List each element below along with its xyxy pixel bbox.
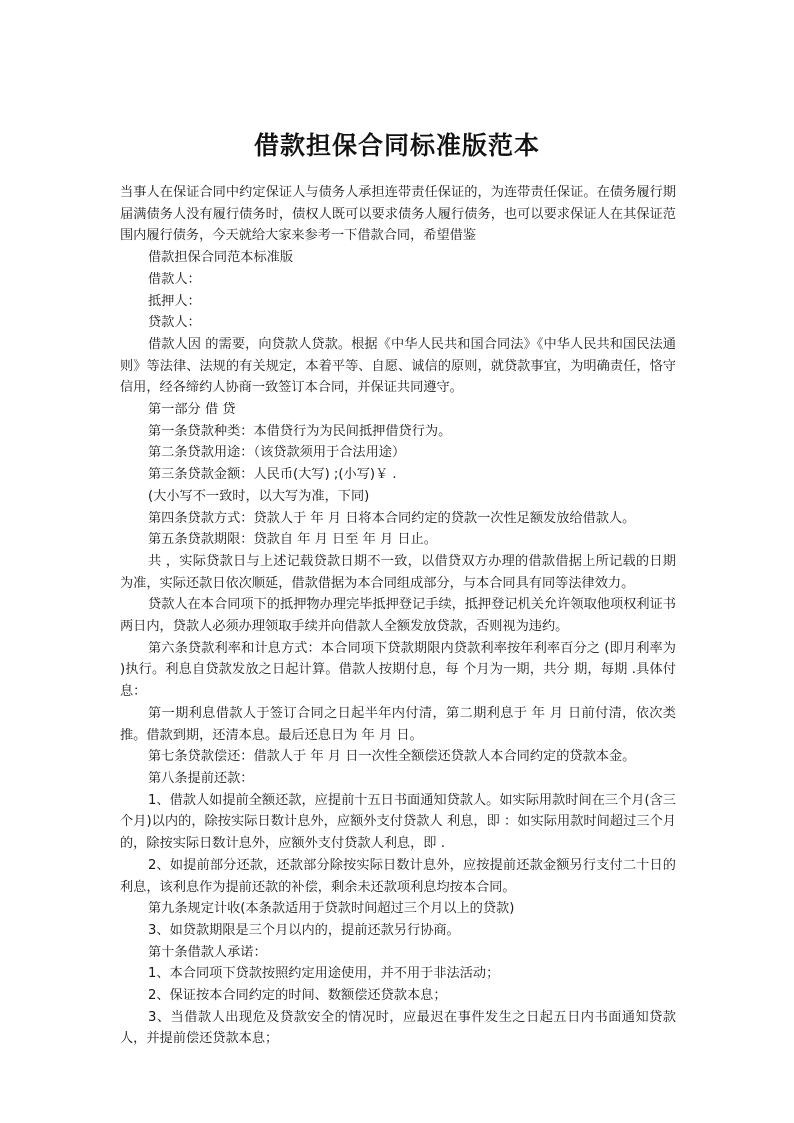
paragraph: 第六条贷款利率和计息方式：本合同项下贷款期限内贷款利率按年利率百分之 (即月利率为 )执行。利息自贷款发放之日起计算。借款人按期付息，每 个月为一期，共分 期，每期 .具体付息： <box>120 640 676 700</box>
paragraph: 1、本合同项下贷款按照约定用途使用，并不用于非法活动； <box>148 966 500 982</box>
paragraph: 借款担保合同范本标准版 <box>148 250 294 266</box>
paragraph: 3、当借款人出现危及贷款安全的情况时，应最迟在事件发生之日起五日内书面通知贷款人，并提前偿还贷款本息； <box>120 1009 676 1047</box>
paragraph: 贷款人在本合同项下的抵押物办理完毕抵押登记手续，抵押登记机关允许领取他项权利证书两日内，贷款人必须办理领取手续并向借款人全额发放贷款，否则视为违约。 <box>120 597 676 635</box>
paragraph: 2、如提前部分还款，还款部分除按实际日数计息外，应按提前还款金额另行支付二十日的利息，该利息作为提前还款的补偿，剩余未还款项利息均按本合同。 <box>120 857 676 895</box>
paragraph: 2、保证按本合同约定的时间、数额偿还贷款本息； <box>148 988 447 1004</box>
paragraph: 第五条贷款期限：贷款自 年 月 日至 年 月 日止。 <box>148 532 437 548</box>
document-title: 借款担保合同标准版范本 <box>253 131 540 160</box>
paragraph: 第三条贷款金额：人民币(大写) ;(小写)￥ . <box>148 467 397 483</box>
paragraph: 共 ，实际贷款日与上述记载贷款日期不一致，以借贷双方办理的借款借据上所记载的日期为准，实际还款日依次顺延，借款借据为本合同组成部分，与本合同具有同等法律效力。 <box>120 553 676 591</box>
paragraph: 借款人因 的需要，向贷款人贷款。根据《中华人民共和国合同法》《中华人民共和国民法通则》等法律、法规的有关规定，本着平等、自愿、诚信的原则，就贷款事宜，为明确责任，恪守信用，经各缔约人协商一致签订本合同，并保证共同遵守。 <box>120 336 676 396</box>
paragraph: 1、借款人如提前全额还款，应提前十五日书面通知贷款人。如实际用款时间在三个月(含三个月)以内的，除按实际日数计息外，应额外支付贷款人 利息，即 ：如实际用款时间超过三个月的，除按实际日数计息外，应额外支付贷款人利息，即 . <box>120 792 676 852</box>
paragraph: 第七条贷款偿还：借款人于 年 月 日一次性全额偿还贷款人本合同约定的贷款本金。 <box>148 749 636 765</box>
paragraph: 第四条贷款方式：贷款人于 年 月 日将本合同约定的贷款一次性足额发放给借款人。 <box>148 510 636 526</box>
paragraph: 第一条贷款种类：本借贷行为为民间抵押借贷行为。 <box>148 423 452 439</box>
paragraph: 借款人： <box>148 271 201 287</box>
paragraph: 第九条规定计收(本条款适用于贷款时间超过三个月以上的贷款) <box>148 901 515 917</box>
document-body <box>120 182 676 1050</box>
paragraph: 3、如贷款期限是三个月以内的，提前还款另行协商。 <box>148 922 460 938</box>
paragraph: 第十条借款人承诺： <box>148 944 267 960</box>
paragraph: 当事人在保证合同中约定保证人与债务人承担连带责任保证的，为连带责任保证。在债务履行期届满债务人没有履行债务时，债权人既可以要求债务人履行债务，也可以要求保证人在其保证范围内履行债务，今天就给大家来参考一下借款合同，希望借鉴 <box>120 185 676 244</box>
paragraph: 抵押人： <box>148 293 201 309</box>
paragraph: 第二条贷款用途：（该贷款须用于合法用途） <box>148 445 406 461</box>
paragraph: 第八条提前还款： <box>148 770 254 786</box>
paragraph: (大小写不一致时，以大写为准，下同) <box>148 488 370 504</box>
paragraph: 贷款人： <box>148 315 201 331</box>
paragraph: 第一部分 借 贷 <box>148 402 236 418</box>
paragraph: 第一期利息借款人于签订合同之日起半年内付清，第二期利息于 年 月 日前付清，依次类推。借款到期，还清本息。最后还息日为 年 月 日。 <box>120 705 676 743</box>
